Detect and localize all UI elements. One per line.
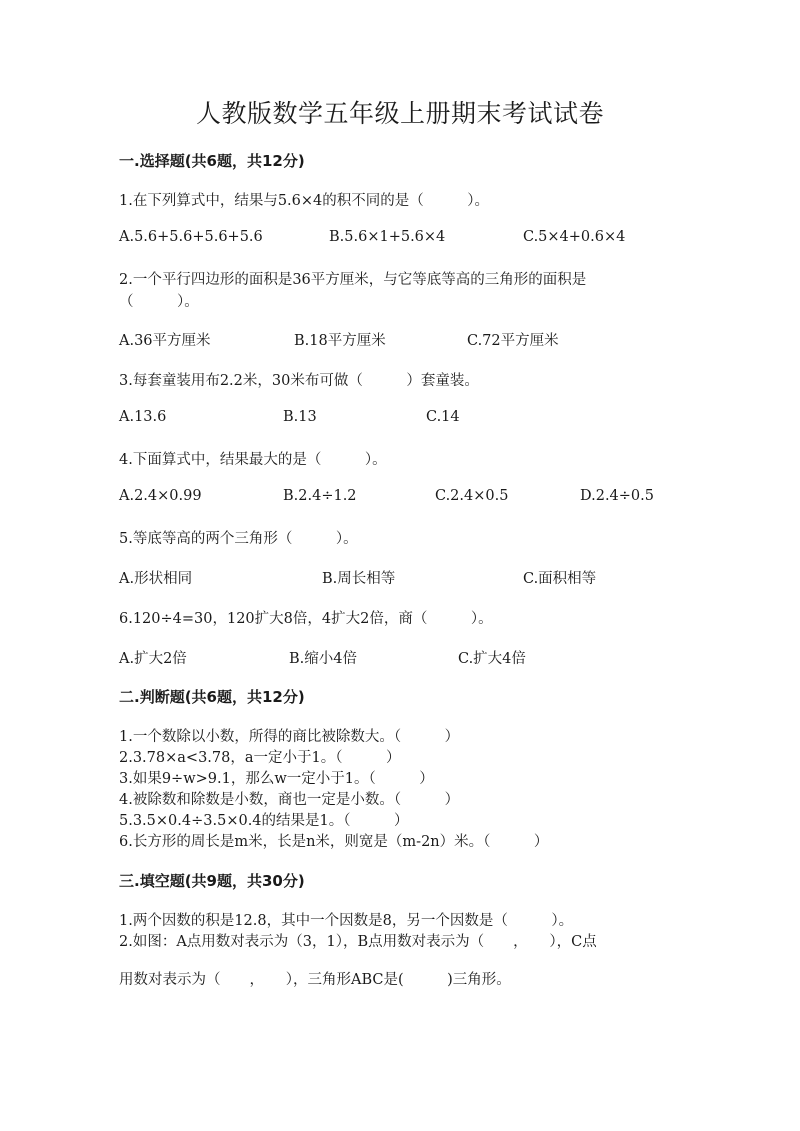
fill-item-2-line-2: 用数对表示为（ ， ），三角形ABC是( )三角形。: [119, 972, 511, 988]
options-row-3: [119, 409, 699, 431]
question-4: 4.下面算式中，结果最大的是（ ）。: [119, 452, 387, 468]
judgement-item-5: 5.3.5×0.4÷3.5×0.4的结果是1。（ ）: [119, 813, 409, 829]
section-heading-fill-blank: 三.填空题(共9题，共30分): [119, 872, 305, 890]
fill-item-2-line-1: 2.如图：A点用数对表示为（3，1），B点用数对表示为（ ， ），C点: [119, 934, 597, 950]
option-a: A.形状相同: [119, 571, 193, 587]
judgement-item-6: 6.长方形的周长是m米，长是n米，则宽是（m-2n）米。（ ）: [119, 834, 549, 850]
options-row-2: [119, 329, 699, 351]
option-b: B.13: [283, 409, 317, 425]
options-row-4: [119, 488, 699, 510]
option-a: A.36平方厘米: [119, 333, 211, 349]
option-c: C.2.4×0.5: [435, 488, 509, 504]
option-b: B.2.4÷1.2: [283, 488, 357, 504]
section-heading-judgement: 二.判断题(共6题，共12分): [119, 688, 305, 706]
judgement-item-2: 2.3.78×a<3.78，a一定小于1。（ ）: [119, 750, 401, 766]
question-2-line-2: （ ）。: [119, 294, 199, 310]
option-c: C.面积相等: [523, 571, 597, 587]
judgement-item-4: 4.被除数和除数是小数，商也一定是小数。（ ）: [119, 792, 460, 808]
question-5: 5.等底等高的两个三角形（ ）。: [119, 531, 358, 547]
option-a: A.5.6+5.6+5.6+5.6: [119, 229, 263, 245]
question-6: 6.120÷4=30，120扩大8倍，4扩大2倍，商（ ）。: [119, 611, 493, 627]
option-d: D.2.4÷0.5: [580, 488, 654, 504]
option-c: C.14: [426, 409, 460, 425]
option-b: B.5.6×1+5.6×4: [329, 229, 446, 245]
option-b: B.缩小4倍: [289, 651, 357, 667]
section-heading-choice: 一.选择题(共6题，共12分): [119, 152, 305, 170]
option-a: A.2.4×0.99: [119, 488, 202, 504]
fill-item-1: 1.两个因数的积是12.8，其中一个因数是8，另一个因数是（ ）。: [119, 913, 574, 929]
option-c: C.扩大4倍: [458, 651, 526, 667]
option-b: B.18平方厘米: [294, 333, 386, 349]
question-3: 3.每套童装用布2.2米，30米布可做（ ）套童装。: [119, 373, 479, 389]
option-a: A.扩大2倍: [119, 651, 187, 667]
option-c: C.5×4+0.6×4: [523, 229, 626, 245]
judgement-item-1: 1.一个数除以小数，所得的商比被除数大。（ ）: [119, 729, 460, 745]
options-row-6: [119, 647, 699, 669]
option-b: B.周长相等: [322, 571, 396, 587]
page-title: 人教版数学五年级上册期末考试试卷: [195, 99, 604, 128]
options-row-5: [119, 567, 699, 589]
option-c: C.72平方厘米: [467, 333, 559, 349]
options-row-1: [119, 229, 699, 251]
judgement-item-3: 3.如果9÷w>9.1，那么w一定小于1。（ ）: [119, 771, 434, 787]
question-1: 1.在下列算式中，结果与5.6×4的积不同的是（ ）。: [119, 193, 490, 209]
option-a: A.13.6: [119, 409, 167, 425]
question-2-line-1: 2.一个平行四边形的面积是36平方厘米，与它等底等高的三角形的面积是: [119, 272, 587, 288]
